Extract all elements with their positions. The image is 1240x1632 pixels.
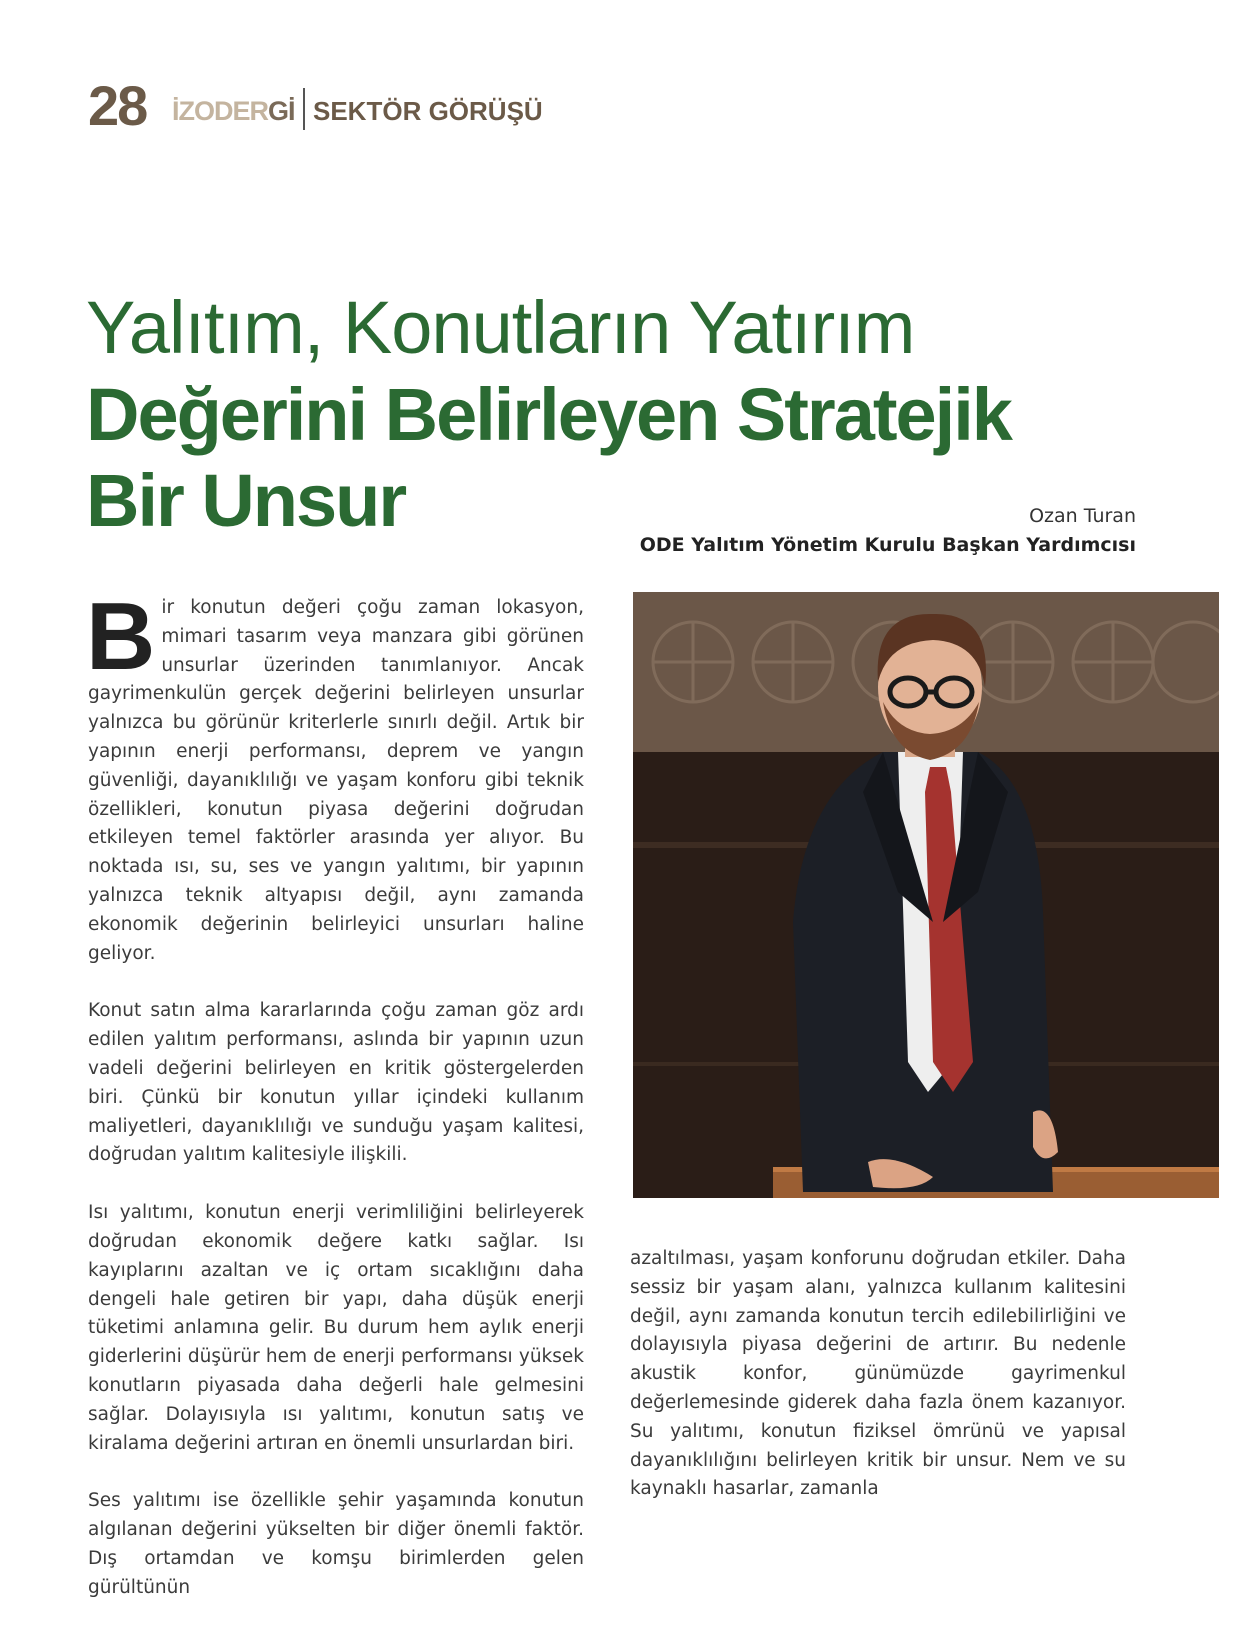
- article-title: [86, 284, 1186, 544]
- title-line-1: Yalıtım, Konutların Yatırım: [86, 286, 915, 369]
- magazine-brand: [172, 94, 295, 128]
- brand-light: İZODER: [172, 96, 269, 126]
- brand-dark: Gİ: [268, 96, 295, 126]
- author-role: ODE Yalıtım Yönetim Kurulu Başkan Yardımcısı: [639, 534, 1136, 556]
- header-divider: [303, 88, 305, 130]
- paragraph-3: Isı yalıtımı, konutun enerji verimliliğini belirleyerek doğrudan ekonomik değere katkı sağlar. Isı kayıplarını azaltan ve iç ortam sıcaklığını daha dengeli hale getiren bir yapı, daha düşük enerji tüketimi anlamına gelir. Bu durum hem aylık enerji giderlerini düşürür hem de enerji performansı yüksek konutların piyasada daha değerli hale gelmesini sağlar. Dolayısıyla ısı yalıtımı, konutun satış ve kiralama değerini artıran en önemli unsurlardan biri.: [88, 1202, 584, 1454]
- title-line-3: Bir Unsur: [86, 459, 406, 542]
- paragraph-5: azaltılması, yaşam konforunu doğrudan etkiler. Daha sessiz bir yaşam alanı, yalnızca kullanım kalitesini değil, aynı zamanda konutun tercih edilebilirliğini ve dolayısıyla piyasa değerini de artırır. Bu nedenle akustik konfor, günümüzde gayrimenkul değerlemesinde giderek daha fazla önem kazanıyor. Su yalıtımı, konutun fiziksel ömrünü ve yapısal dayanıklılığını belirleyen kritik bir unsur. Nem ve su kaynaklı hasarlar, zamanla: [630, 1248, 1126, 1500]
- drop-cap: B: [86, 583, 156, 690]
- paragraph-4: Ses yalıtımı ise özellikle şehir yaşamında konutun algılanan değerini yükselten bir diğer önemli faktör. Dış ortamdan ve komşu birimlerden gelen gürültünün: [88, 1490, 584, 1598]
- portrait-illustration: [633, 592, 1219, 1198]
- author-photo: [633, 592, 1219, 1198]
- title-line-2: Değerini Belirleyen Stratejik: [86, 373, 1011, 456]
- page-number: 28: [88, 74, 147, 137]
- paragraph-2: Konut satın alma kararlarında çoğu zaman göz ardı edilen yalıtım performansı, aslında bir yapının uzun vadeli değerini belirleyen en kritik göstergelerden biri. Çünkü bir konutun yıllar içindeki kullanım maliyetleri, dayanıklılığı ve sunduğu yaşam kalitesi, doğrudan yalıtım kalitesiyle ilişkili.: [88, 1000, 584, 1166]
- section-name: SEKTÖR GÖRÜŞÜ: [313, 96, 543, 126]
- author-name: Ozan Turan: [1029, 505, 1136, 527]
- paragraph-1: [86, 583, 584, 968]
- left-column: [86, 583, 584, 1632]
- paragraph-1-text: ir konutun değeri çoğu zaman lokasyon, mimari tasarım veya manzara gibi görünen unsurlar üzerinden tanımlanıyor. Ancak gayrimenkulün gerçek değerini belirleyen unsurlar yalnızca bu görünür kriterlerle sınırlı değil. Artık bir yapının enerji performansı, deprem ve yangın güvenliği, dayanıklılığı ve yaşam konforu gibi teknik özellikleri, konutun piyasa değerini doğrudan etkileyen temel faktörler arasında yer alıyor. Bu noktada ısı, su, ses ve yangın yalıtımı, bir yapının yalnızca teknik altyapısı değil, aynı zamanda ekonomik değerinin belirleyici unsurları haline geliyor.: [88, 597, 584, 964]
- right-column: [630, 1245, 1126, 1504]
